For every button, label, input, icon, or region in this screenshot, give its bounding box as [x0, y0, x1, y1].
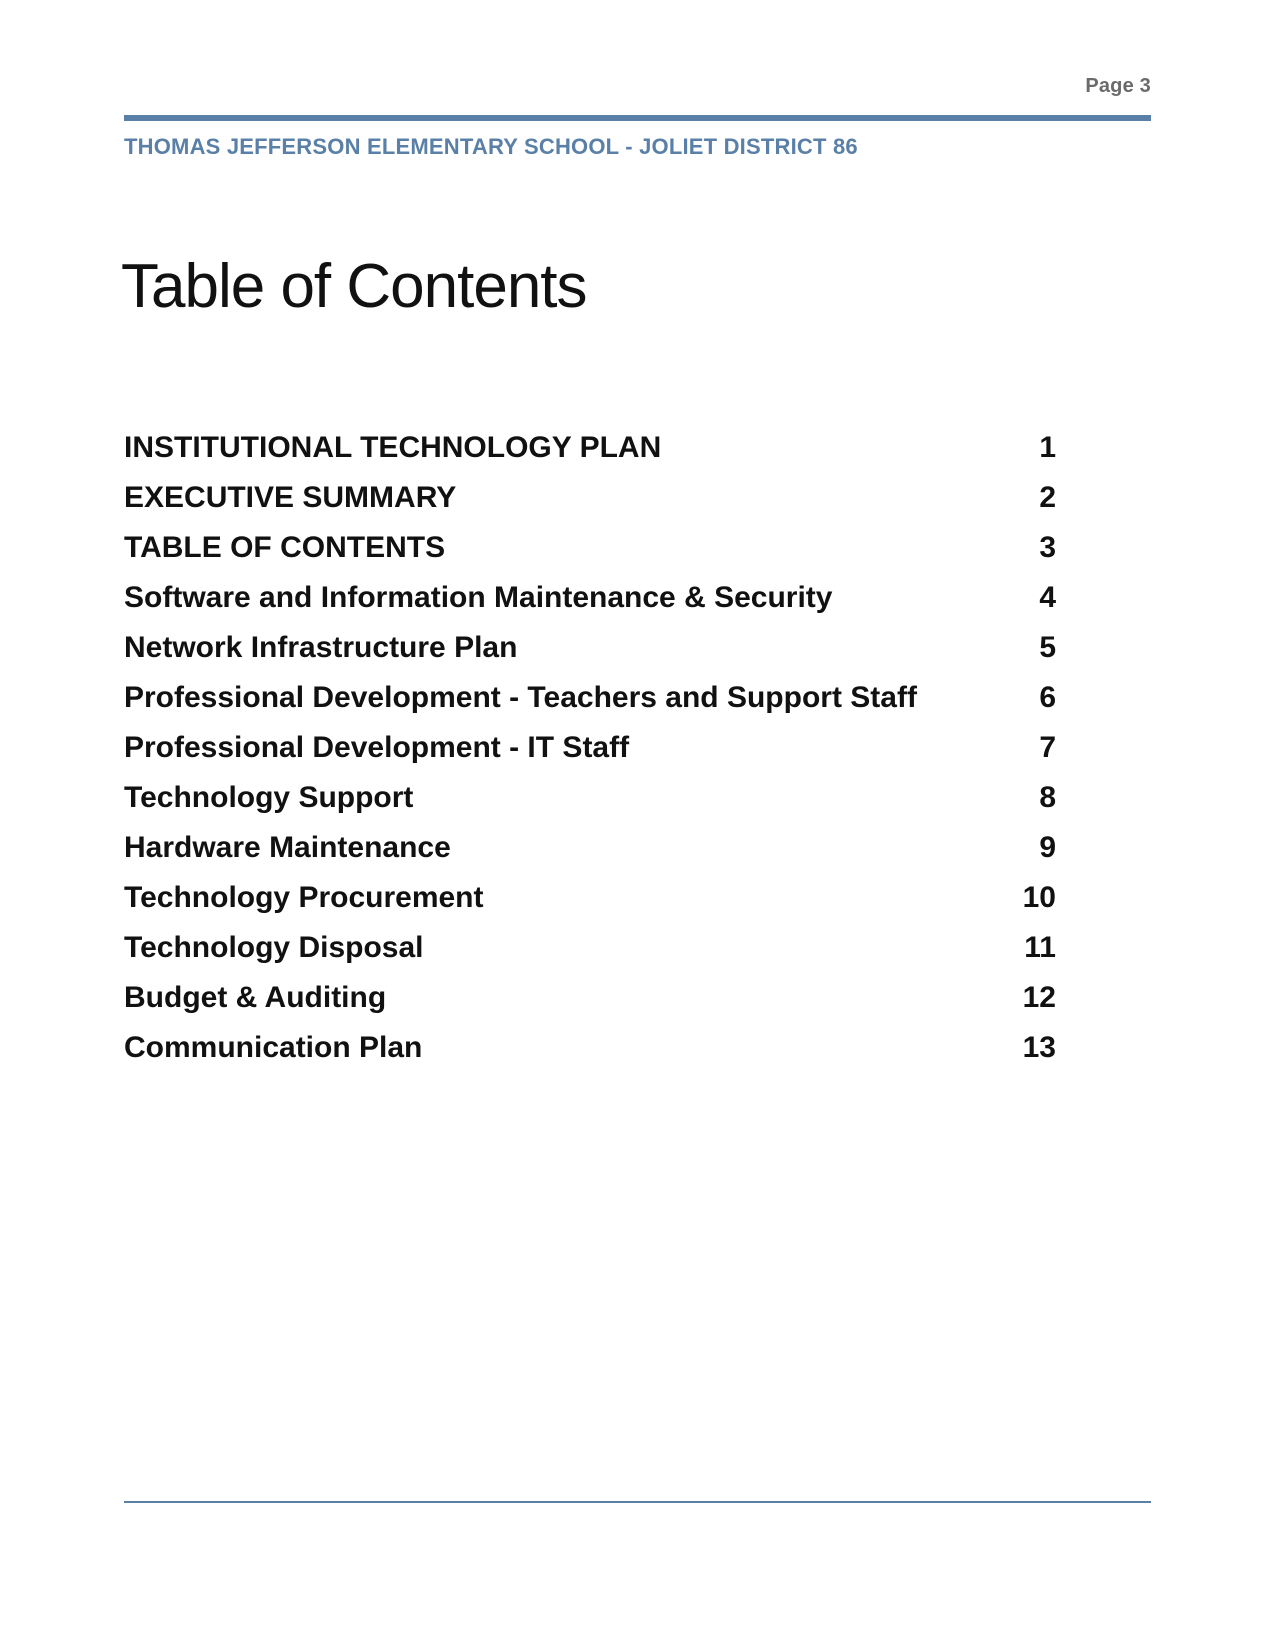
toc-entry-label: Professional Development - Teachers and Support Staff — [124, 681, 917, 714]
table-of-contents — [124, 431, 1056, 1087]
toc-entry-page: 7 — [1039, 731, 1056, 764]
toc-entry-label: Professional Development - IT Staff — [124, 731, 630, 764]
page-number: Page 3 — [1085, 75, 1151, 97]
toc-entry-page: 12 — [1022, 981, 1056, 1014]
toc-entry-page: 6 — [1039, 681, 1056, 714]
toc-entry-label: Technology Support — [124, 781, 414, 814]
toc-entry[interactable] — [124, 1031, 1056, 1087]
toc-entry-page: 4 — [1039, 581, 1056, 614]
toc-entry-label: Technology Procurement — [124, 881, 484, 914]
toc-entry-page: 11 — [1024, 931, 1056, 964]
toc-entry-page: 2 — [1039, 481, 1056, 514]
footer-rule — [124, 1501, 1151, 1503]
toc-entry-page: 9 — [1039, 831, 1056, 864]
toc-entry-label: Budget & Auditing — [124, 981, 387, 1014]
toc-entry-label: EXECUTIVE SUMMARY — [124, 481, 457, 514]
toc-entry-label: Network Infrastructure Plan — [124, 631, 518, 664]
toc-entry-label: Software and Information Maintenance & Security — [124, 581, 833, 614]
toc-entry-label: INSTITUTIONAL TECHNOLOGY PLAN — [124, 431, 662, 464]
toc-entry-page: 3 — [1039, 531, 1056, 564]
page-title: Table of Contents — [121, 252, 587, 321]
header-rule — [124, 115, 1151, 121]
toc-entry-page: 13 — [1022, 1031, 1056, 1064]
toc-entry-page: 1 — [1039, 431, 1056, 464]
toc-entry-label: Hardware Maintenance — [124, 831, 451, 864]
toc-entry-label: Technology Disposal — [124, 931, 424, 964]
toc-entry-page: 8 — [1039, 781, 1056, 814]
toc-entry-label: Communication Plan — [124, 1031, 423, 1064]
toc-entry-label: TABLE OF CONTENTS — [124, 531, 446, 564]
toc-entry-page: 5 — [1039, 631, 1056, 664]
running-header: THOMAS JEFFERSON ELEMENTARY SCHOOL - JOLIET DISTRICT 86 — [124, 134, 858, 159]
toc-entry-page: 10 — [1022, 881, 1056, 914]
